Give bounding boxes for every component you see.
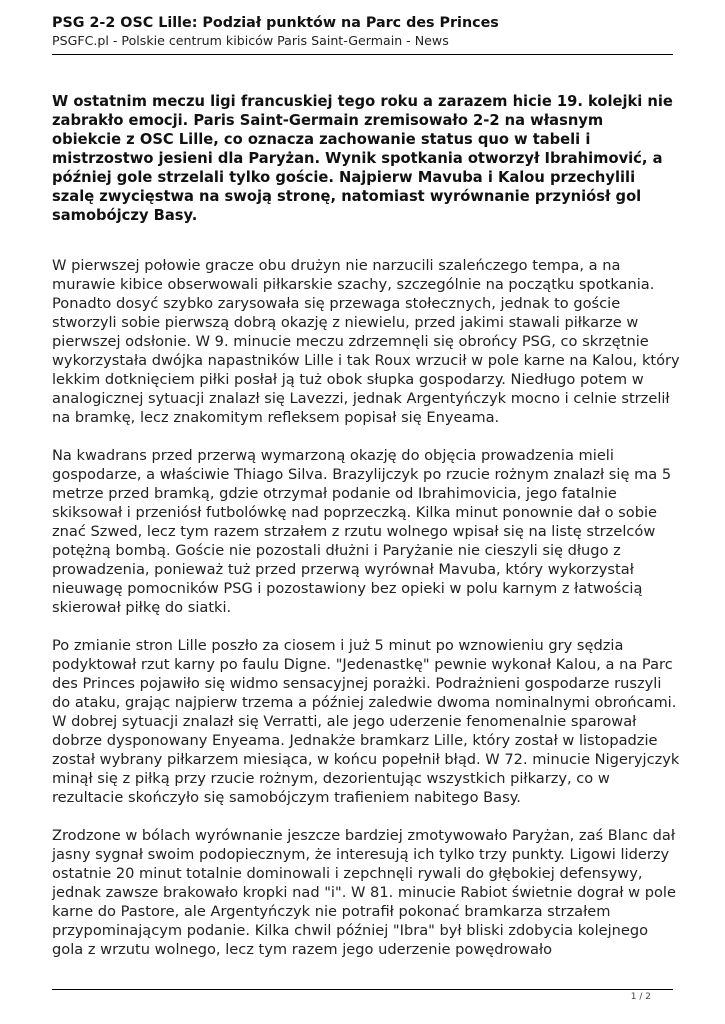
header-divider xyxy=(52,54,673,55)
site-subtitle: PSGFC.pl - Polskie centrum kibiców Paris Saint-Germain - News xyxy=(52,33,449,48)
footer-divider xyxy=(52,989,673,990)
document-header xyxy=(52,14,685,50)
article-body xyxy=(52,256,682,978)
article-paragraph: W pierwszej połowie gracze obu drużyn nie narzucili szaleńczego tempa, a na murawie kibice obserwowali piłkarskie szachy, szczególnie na początku spotkania. Ponadto dosyć szybko zarysowała się przewaga stołecznych, jednak to goście stworzyli sobie pierwszą dobrą okazję z niewielu, przed jakimi stawali piłkarze w pierwszej odsłonie. W 9. minucie meczu zdrzemnęli się obrońcy PSG, co skrzętnie wykorzystała dwójka napastników Lille i tak Roux wrzucił w pole karne na Kalou, który lekkim dotknięciem piłki posłał ją tuż obok słupka gospodarzy. Niedługo potem w analogicznej sytuacji znalazł się Lavezzi, jednak Argentyńczyk mocno i celnie strzelił na bramkę, lecz znakomitym refleksem popisał się Enyeama. xyxy=(52,257,680,426)
article-paragraph: Po zmianie stron Lille poszło za ciosem i już 5 minut po wznowieniu gry sędzia podyktował rzut karny po faulu Digne. "Jedenastkę" pewnie wykonał Kalou, a na Parc des Princes pojawiło się widmo sensacyjnej porażki. Podrażnieni gospodarze ruszyli do ataku, grając najpierw trzema a później zaledwie dwoma nominalnymi obrońcami. W dobrej sytuacji znalazł się Verratti, ale jego uderzenie fenomenalnie sparował dobrze dysponowany Enyeama. Jednakże bramkarz Lille, który został w listopadzie został wybrany piłkarzem miesiąca, w końcu popełnił błąd. W 72. minucie Nigeryjczyk minął się z piłką przy rzucie rożnym, dezorientując wszystkich piłkarzy, co w rezultacie skończyło się samobójczym trafieniem nabitego Basy. xyxy=(52,637,680,806)
article-title: PSG 2-2 OSC Lille: Podział punktów na Parc des Princes xyxy=(52,15,499,31)
article-paragraph: Zrodzone w bólach wyrównanie jeszcze bardziej zmotywowało Paryżan, zaś Blanc dał jasny sygnał swoim podopiecznym, że interesują ich tylko trzy punkty. Ligowi liderzy ostatnie 20 minut totalnie dominowali i zepchnęli rywali do głębokiej defensywy, jednak zawsze brakowało kropki nad "i". W 81. minucie Rabiot świetnie dograł w pole karne do Pastore, ale Argentyńczyk nie potrafił pokonać bramkarza strzałem przypominającym podanie. Kilka chwil później "Ibra" był bliski zdobycia kolejnego gola z wrzutu wolnego, lecz tym razem jego uderzenie powędrowało xyxy=(52,827,676,958)
article-lead: W ostatnim meczu ligi francuskiej tego roku a zarazem hicie 19. kolejki nie zabrakło emocji. Paris Saint-Germain zremisowało 2-2 na własnym obiekcie z OSC Lille, co oznacza zachowanie status quo w tabeli i mistrzostwo jesieni dla Paryżan. Wynik spotkania otworzył Ibrahimović, a później gole strzelali tylko goście. Najpierw Mavuba i Kalou przechylili szalę zwycięstwa na swoją stronę, natomiast wyrównanie przyniósł gol samobójczy Basy. xyxy=(52,93,673,224)
page-number: 1 / 2 xyxy=(630,992,651,1002)
article-paragraph: Na kwadrans przed przerwą wymarzoną okazję do objęcia prowadzenia mieli gospodarze, a właściwie Thiago Silva. Brazylijczyk po rzucie rożnym znalazł się ma 5 metrze przed bramką, gdzie otrzymał podanie od Ibrahimovicia, jego fatalnie skiksował i przeniósł futbolówkę nad poprzeczką. Kilka minut ponownie dał o sobie znać Szwed, lecz tym razem strzałem z rzutu wolnego wpisał się na listę strzelców potężną bombą. Goście nie pozostali dłużni i Paryżanie nie cieszyli się długo z prowadzenia, ponieważ tuż przed przerwą wyrównał Mavuba, który wykorzystał nieuwagę pomocników PSG i pozostawiony bez opieki w polu karnym z łatwością skierował piłkę do siatki. xyxy=(52,447,672,616)
